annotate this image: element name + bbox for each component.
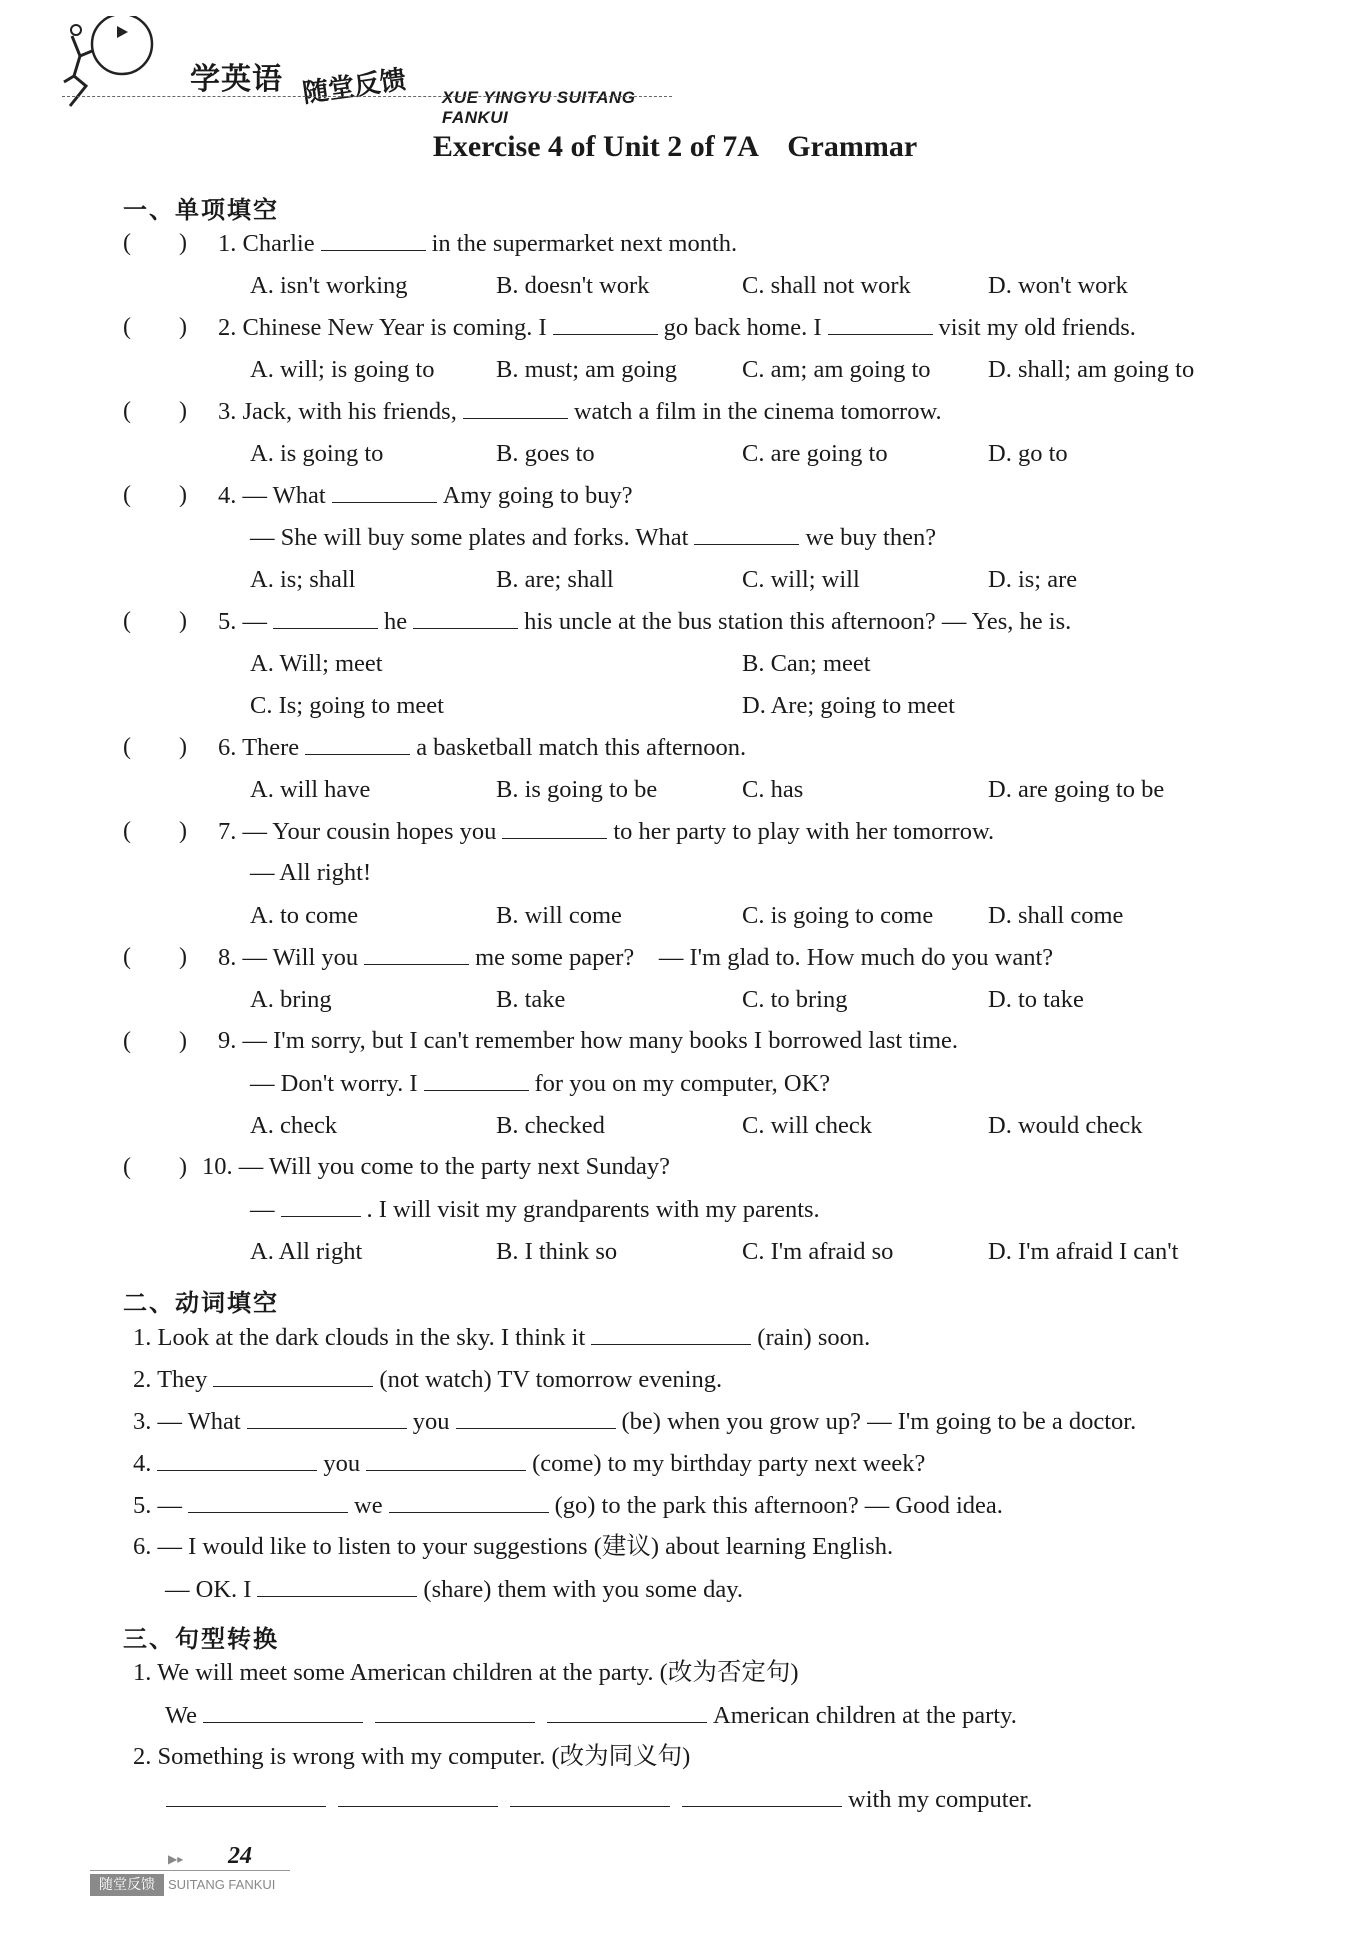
brand-chinese-sub: 随堂反馈 — [300, 64, 408, 110]
question-4: 4. — What Amy going to buy? — [218, 482, 633, 509]
question-4-reply: — She will buy some plates and forks. What we buy then? — [250, 524, 937, 551]
verb-item-2: 2. They (not watch) TV tomorrow evening. — [133, 1366, 723, 1393]
option-c: C. shall not work — [742, 272, 911, 299]
transform-item-2-answer: with my computer. — [160, 1784, 1032, 1815]
blank[interactable] — [273, 606, 378, 629]
blank[interactable] — [366, 1448, 526, 1471]
option-a: A. is; shall — [250, 566, 356, 593]
answer-paren[interactable]: ( ) — [123, 734, 187, 760]
blank[interactable] — [510, 1784, 670, 1807]
option-b: B. take — [496, 986, 566, 1013]
option-a: A. All right — [250, 1238, 363, 1265]
question-10: 10. — Will you come to the party next Sunday? — [202, 1153, 671, 1180]
blank[interactable] — [338, 1784, 498, 1807]
transform-item-1: 1. We will meet some American children at the party. (改为否定句) — [133, 1659, 799, 1686]
question-9-reply: — Don't worry. I for you on my computer, OK? — [250, 1070, 831, 1097]
option-a: A. will have — [250, 776, 371, 803]
option-b: B. will come — [496, 902, 622, 929]
play-arrow-icon: ▶▸ — [168, 1852, 184, 1866]
answer-paren[interactable]: ( ) — [123, 398, 187, 424]
option-b: B. is going to be — [496, 776, 658, 803]
option-a: A. is going to — [250, 440, 384, 467]
option-d: D. to take — [988, 986, 1084, 1013]
verb-item-6-reply: — OK. I (share) them with you some day. — [165, 1576, 743, 1603]
blank[interactable] — [364, 942, 469, 965]
option-b: B. I think so — [496, 1238, 618, 1265]
option-a: A. will; is going to — [250, 356, 435, 383]
option-c: C. will check — [742, 1112, 872, 1139]
option-b: B. are; shall — [496, 566, 614, 593]
option-b: B. doesn't work — [496, 272, 650, 299]
section-heading-3: 三、句型转换 — [123, 1625, 279, 1653]
question-2: 2. Chinese New Year is coming. I go back home. I visit my old friends. — [218, 314, 1136, 341]
brand-chinese: 学英语 — [190, 62, 283, 97]
answer-paren[interactable]: ( ) — [123, 818, 187, 844]
blank[interactable] — [828, 312, 933, 335]
blank[interactable] — [213, 1364, 373, 1387]
header — [62, 16, 682, 127]
verb-item-1: 1. Look at the dark clouds in the sky. I think it (rain) soon. — [133, 1324, 871, 1351]
blank[interactable] — [413, 606, 518, 629]
option-b: B. checked — [496, 1112, 605, 1139]
blank[interactable] — [694, 522, 799, 545]
blank[interactable] — [375, 1700, 535, 1723]
answer-paren[interactable]: ( ) — [123, 1154, 187, 1180]
blank[interactable] — [553, 312, 658, 335]
option-c: C. Is; going to meet — [250, 692, 444, 719]
option-d: D. are going to be — [988, 776, 1165, 803]
blank[interactable] — [203, 1700, 363, 1723]
option-c: C. I'm afraid so — [742, 1238, 894, 1265]
option-d: D. shall; am going to — [988, 356, 1195, 383]
blank[interactable] — [456, 1406, 616, 1429]
question-7-reply: — All right! — [250, 859, 372, 886]
question-3: 3. Jack, with his friends, watch a film in the cinema tomorrow. — [218, 398, 942, 425]
blank[interactable] — [257, 1574, 417, 1597]
page-title: Exercise 4 of Unit 2 of 7A Grammar — [432, 130, 918, 163]
answer-paren[interactable]: ( ) — [123, 314, 187, 340]
question-10-reply: — . I will visit my grandparents with my parents. — [250, 1196, 820, 1223]
section-heading-1: 一、单项填空 — [123, 196, 279, 224]
blank[interactable] — [389, 1490, 549, 1513]
transform-item-1-answer: We American children at the party. — [165, 1702, 1017, 1729]
blank[interactable] — [166, 1784, 326, 1807]
answer-paren[interactable]: ( ) — [123, 230, 187, 256]
verb-item-4: 4. you (come) to my birthday party next week? — [133, 1450, 926, 1477]
option-d: D. is; are — [988, 566, 1078, 593]
question-8: 8. — Will you me some paper? — I'm glad to. How much do you want? — [218, 944, 1054, 971]
option-a: A. bring — [250, 986, 332, 1013]
blank[interactable] — [424, 1068, 529, 1091]
answer-paren[interactable]: ( ) — [123, 944, 187, 970]
option-d: D. would check — [988, 1112, 1143, 1139]
question-6: 6. There a basketball match this afternoon. — [218, 734, 747, 761]
blank[interactable] — [463, 396, 568, 419]
option-c: C. am; am going to — [742, 356, 931, 383]
verb-item-5: 5. — we (go) to the park this afternoon? — Good idea. — [133, 1492, 1003, 1519]
blank[interactable] — [247, 1406, 407, 1429]
option-d: D. I'm afraid I can't — [988, 1238, 1179, 1265]
blank[interactable] — [157, 1448, 317, 1471]
option-c: C. are going to — [742, 440, 888, 467]
transform-item-2: 2. Something is wrong with my computer. (改为同义句) — [133, 1743, 691, 1770]
option-d: D. won't work — [988, 272, 1128, 299]
option-b: B. Can; meet — [742, 650, 871, 677]
blank[interactable] — [305, 732, 410, 755]
blank[interactable] — [188, 1490, 348, 1513]
option-c: C. to bring — [742, 986, 848, 1013]
footer-badge: 随堂反馈 — [90, 1874, 164, 1896]
option-c: C. has — [742, 776, 804, 803]
option-c: C. will; will — [742, 566, 860, 593]
blank[interactable] — [281, 1194, 361, 1217]
option-d: D. shall come — [988, 902, 1124, 929]
blank[interactable] — [502, 816, 607, 839]
verb-item-6: 6. — I would like to listen to your suggestions (建议) about learning English. — [133, 1533, 894, 1560]
option-d: D. go to — [988, 440, 1068, 467]
student-figure-icon — [62, 16, 162, 116]
option-a: A. isn't working — [250, 272, 408, 299]
section-heading-2: 二、动词填空 — [123, 1289, 279, 1317]
footer-brand: SUITANG FANKUI — [168, 1877, 276, 1892]
question-9: 9. — I'm sorry, but I can't remember how many books I borrowed last time. — [218, 1027, 959, 1054]
brand-english: XUE YINGYU SUITANG FANKUI — [442, 88, 636, 127]
blank[interactable] — [547, 1700, 707, 1723]
blank[interactable] — [321, 228, 426, 251]
option-b: B. goes to — [496, 440, 595, 467]
page-number: 24 — [228, 1843, 252, 1869]
blank[interactable] — [591, 1322, 751, 1345]
blank[interactable] — [682, 1784, 842, 1807]
question-1: 1. Charlie in the supermarket next month. — [218, 230, 738, 257]
option-c: C. is going to come — [742, 902, 934, 929]
answer-paren[interactable]: ( ) — [123, 1028, 187, 1054]
option-a: A. Will; meet — [250, 650, 383, 677]
option-b: B. must; am going — [496, 356, 678, 383]
header-divider — [62, 96, 672, 97]
answer-paren[interactable]: ( ) — [123, 608, 187, 634]
option-d: D. Are; going to meet — [742, 692, 955, 719]
question-7: 7. — Your cousin hopes you to her party to play with her tomorrow. — [218, 818, 995, 845]
footer-divider — [90, 1870, 290, 1871]
option-a: A. check — [250, 1112, 338, 1139]
verb-item-3: 3. — What you (be) when you grow up? — I'm going to be a doctor. — [133, 1408, 1137, 1435]
blank[interactable] — [332, 480, 437, 503]
answer-paren[interactable]: ( ) — [123, 482, 187, 508]
option-a: A. to come — [250, 902, 359, 929]
question-5: 5. — he his uncle at the bus station this afternoon? — Yes, he is. — [218, 608, 1072, 635]
